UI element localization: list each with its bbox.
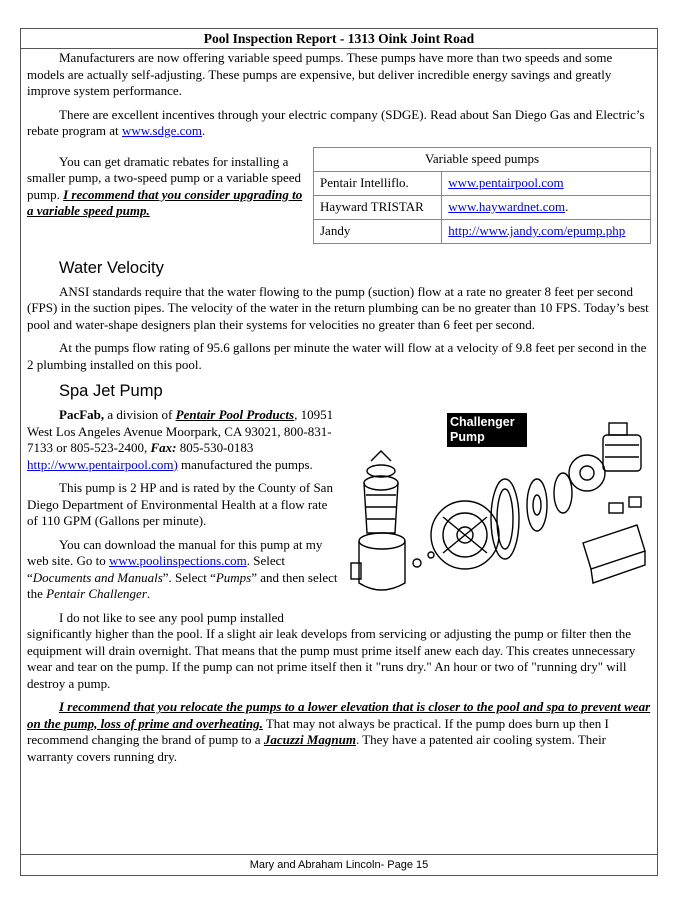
sdge-link[interactable]: www.sdge.com <box>121 123 202 138</box>
table-row: Hayward TRISTAR www.haywardnet.com. <box>314 195 651 219</box>
water-velocity-heading: Water Velocity <box>59 258 164 277</box>
intro-paragraph-1: Manufacturers are now offering variable speed pumps. These pumps have more than two speeds and some models are actually self-adjusting. These pumps are expensive, but deliver incredible energy savings and greatly improve system performance. <box>27 50 613 98</box>
recommendation-upgrade: I recommend that you consider upgrading to a variable speed pump. <box>27 186 303 218</box>
poolinspections-link[interactable]: www.poolinspections.com <box>108 553 247 568</box>
relocation-paragraph: I recommend that you relocate the pumps to a lower elevation that is closer to the pool and spa to prevent wear on the pump, loss of prime and overheating. That may not always be practical. If the pump does burn up then I recommend changing the brand of pump to a Jacuzzi Magnum. They have a patented air cooling system. Their warranty covers running dry. <box>27 699 651 764</box>
pump-link[interactable]: www.pentairpool.com <box>448 174 564 190</box>
water-velocity-paragraph-1: ANSI standards require that the water flowing to the pump (suction) flow at a rate no greater 8 feet per second (FPS) in the suction pipes. The velocity of the water in the return plumbing can be no greater than 10 FPS. Today’s best pool and water-shape designers plan their systems for velocities no greater than 6 feet per second. <box>27 283 649 332</box>
page-body <box>27 50 651 772</box>
page-footer: Mary and Abraham Lincoln- Page 15 <box>21 854 657 875</box>
report-page <box>20 28 658 876</box>
figure-label: Challenger Pump <box>447 413 527 447</box>
table-row <box>314 219 651 243</box>
intro-paragraph-2: There are excellent incentives through your electric company (SDGE). Read about San Diego Gas and Electric’s rebate program at www.sdge.com. <box>27 106 645 138</box>
pump-name: Hayward TRISTAR <box>314 195 442 219</box>
pump-name: Pentair Intelliflo. <box>314 171 442 195</box>
manufacturer-name: Pentair Pool Products <box>175 407 295 422</box>
spa-pump-rating: This pump is 2 HP and is rated by the County of San Diego Department of Environmental Health at a flow rate of 110 GPM (Gallons per minute). <box>27 480 333 528</box>
spa-jet-pump-heading: Spa Jet Pump <box>59 382 163 400</box>
pump-link[interactable]: http://www.jandy.com/epump.php <box>448 222 626 238</box>
variable-speed-pumps-table <box>313 147 651 244</box>
spa-pump-manual: You can download the manual for this pump at my web site. Go to www.poolinspections.com. Select “Documents and Manuals”. Select “Pumps” and then select the Pentair Challenger. <box>27 536 338 601</box>
water-velocity-paragraph-2: At the pumps flow rating of 95.6 gallons per minute the water will flow at a velocity of 9.8 feet per second in the 2 plumbing installed on this pool. <box>27 340 647 372</box>
challenger-pump-diagram <box>347 413 649 609</box>
table-caption: Variable speed pumps <box>314 147 651 171</box>
recommendation-relocate: I recommend that you relocate the pumps to a lower elevation that is closer to the pool and spa to prevent wear on the pump, loss of prime and overheating. <box>27 699 651 731</box>
pump-link[interactable]: www.haywardnet.com <box>448 198 566 214</box>
rebate-paragraph: You can get dramatic rebates for installing a smaller pump, a two-speed pump or a variable speed pump. I recommend that you consider upgrading to a variable speed pump. <box>27 153 303 218</box>
pump-elevation-paragraph: I do not like to see any pool pump installed significantly higher than the pool. If a slight air leak develops from servicing or adjusting the pump or filter then the equipment will drain overnight. That means that the pump must prime itself anew each day. This creates unnecessary wear and tear on the pump. If the pump can not prime itself then it "runs dry." An hour or two of "running dry" will destroy a pump. <box>27 609 636 691</box>
pentair-link[interactable]: http://www.pentairpool.com) <box>27 456 178 472</box>
table-row <box>314 171 651 195</box>
pump-name: Jandy <box>314 219 442 243</box>
page-header: Pool Inspection Report - 1313 Oink Joint Road <box>21 29 657 49</box>
recommended-brand: Jacuzzi Magnum <box>263 732 356 747</box>
spa-pump-manufacturer: PacFab, a division of Pentair Pool Products, 10951 West Los Angeles Avenue Moorpark, CA 93021, 800-831-7133 or 805-523-2400, Fax: 805-530-0183 http://www.pentairpool.com) manufactured the pumps. <box>27 407 334 472</box>
